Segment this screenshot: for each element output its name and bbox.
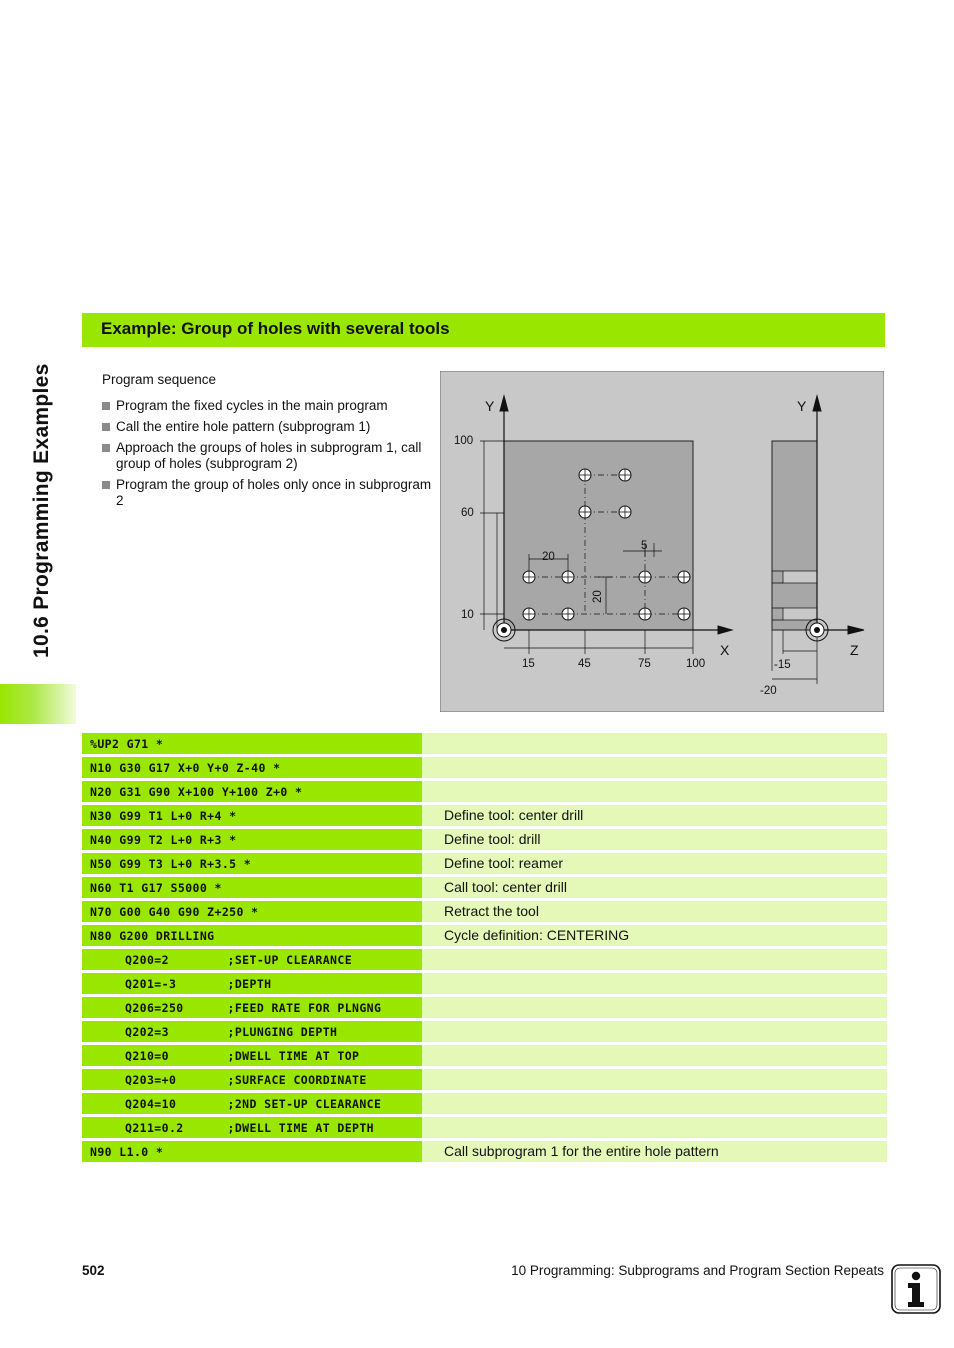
comment-text: Retract the tool	[444, 903, 539, 919]
code-cell	[82, 925, 422, 946]
dimension-label: -15	[774, 659, 791, 671]
code-text: N30 G99 T1 L+0 R+4 *	[90, 809, 237, 823]
code-cell	[82, 853, 422, 874]
code-text: N50 G99 T3 L+0 R+3.5 *	[90, 857, 252, 871]
z-axis-label: Z	[850, 642, 859, 658]
code-text: N70 G00 G40 G90 Z+250 *	[90, 905, 259, 919]
table-row	[82, 949, 887, 970]
table-row	[82, 1117, 887, 1138]
side-chapter-title	[28, 320, 68, 660]
comment-cell	[422, 1093, 887, 1114]
comment-cell	[422, 997, 887, 1018]
comment-cell	[422, 1141, 887, 1162]
y-tick-label: 10	[461, 609, 474, 621]
code-text: Q200=2 ;SET-UP CLEARANCE	[125, 953, 353, 967]
dimension-label: 20	[542, 551, 555, 563]
comment-cell	[422, 829, 887, 850]
code-cell	[82, 973, 422, 994]
comment-cell	[422, 757, 887, 778]
comment-text: Define tool: drill	[444, 831, 541, 847]
code-cell	[82, 1021, 422, 1042]
dimension-label: -20	[760, 685, 777, 697]
intro-bullet-list	[102, 398, 432, 509]
code-cell	[82, 781, 422, 802]
intro-bullet	[102, 398, 432, 414]
comment-text: Define tool: reamer	[444, 855, 564, 871]
code-cell	[82, 805, 422, 826]
comment-cell	[422, 1021, 887, 1042]
table-row	[82, 1069, 887, 1090]
table-row	[82, 1045, 887, 1066]
table-row	[82, 757, 887, 778]
comment-cell	[422, 805, 887, 826]
intro-bullet-text: Program the group of holes only once in subprogram 2	[116, 477, 432, 508]
x-axis-label: X	[720, 642, 730, 658]
nc-program-table	[82, 733, 887, 1165]
comment-cell	[422, 1045, 887, 1066]
code-cell	[82, 733, 422, 754]
code-text: N20 G31 G90 X+100 Y+100 Z+0 *	[90, 785, 303, 799]
comment-cell	[422, 949, 887, 970]
side-view-hole-slot	[783, 571, 817, 583]
comment-cell	[422, 1069, 887, 1090]
code-cell	[82, 829, 422, 850]
table-row	[82, 925, 887, 946]
comment-text: Cycle definition: CENTERING	[444, 927, 630, 943]
code-text: N40 G99 T2 L+0 R+3 *	[90, 833, 237, 847]
x-tick-label: 45	[578, 658, 591, 670]
y-axis-side-label: Y	[797, 398, 807, 414]
dimension-label: 5	[641, 540, 648, 552]
table-row	[82, 901, 887, 922]
intro-bullet	[102, 477, 432, 509]
code-cell	[82, 949, 422, 970]
page-number: 502	[82, 1263, 105, 1278]
table-row	[82, 1141, 887, 1162]
intro-bullet	[102, 440, 432, 472]
code-text: N60 T1 G17 S5000 *	[90, 881, 222, 895]
intro-bullet-text: Program the fixed cycles in the main program	[116, 398, 388, 413]
bullet-square-icon	[102, 402, 110, 410]
code-cell	[82, 1093, 422, 1114]
side-view-hole-slot	[783, 608, 817, 620]
table-row	[82, 829, 887, 850]
bullet-square-icon	[102, 481, 110, 489]
side-tab-marker	[0, 684, 76, 724]
table-row	[82, 733, 887, 754]
y-tick-label: 100	[454, 435, 474, 447]
workpiece-side-view	[772, 441, 817, 630]
code-text: N80 G200 DRILLING	[90, 929, 215, 943]
code-cell	[82, 1117, 422, 1138]
code-cell	[82, 1069, 422, 1090]
bullet-square-icon	[102, 444, 110, 452]
code-text: Q211=0.2 ;DWELL TIME AT DEPTH	[125, 1121, 375, 1135]
code-text: Q210=0 ;DWELL TIME AT TOP	[125, 1049, 360, 1063]
intro-bullet-text: Approach the groups of holes in subprogram 1, call group of holes (subprogram 2)	[116, 440, 422, 471]
y-axis-label: Y	[485, 398, 495, 414]
comment-cell	[422, 733, 887, 754]
code-text: Q203=+0 ;SURFACE COORDINATE	[125, 1073, 367, 1087]
code-cell	[82, 757, 422, 778]
hole-pattern-drawing	[440, 371, 884, 712]
table-row	[82, 853, 887, 874]
comment-text: Call tool: center drill	[444, 879, 567, 895]
code-text: Q206=250 ;FEED RATE FOR PLNGNG	[125, 1001, 382, 1015]
code-text: %UP2 G71 *	[90, 737, 164, 751]
y-tick-label: 60	[461, 507, 474, 519]
info-icon[interactable]	[891, 1264, 941, 1314]
intro-lead: Program sequence	[102, 372, 217, 387]
code-text: Q202=3 ;PLUNGING DEPTH	[125, 1025, 338, 1039]
bullet-square-icon	[102, 423, 110, 431]
comment-cell	[422, 877, 887, 898]
intro-bullet	[102, 419, 432, 435]
x-tick-label: 15	[522, 658, 535, 670]
dimension-label: 20	[592, 590, 604, 603]
comment-cell	[422, 925, 887, 946]
comment-cell	[422, 901, 887, 922]
x-tick-label: 100	[686, 658, 706, 670]
code-cell	[82, 877, 422, 898]
code-text: N90 L1.0 *	[90, 1145, 164, 1159]
section-heading-bar	[82, 313, 885, 347]
table-row	[82, 997, 887, 1018]
comment-text: Define tool: center drill	[444, 807, 584, 823]
code-cell	[82, 901, 422, 922]
table-row	[82, 877, 887, 898]
table-row	[82, 805, 887, 826]
comment-cell	[422, 1117, 887, 1138]
code-text: Q204=10 ;2ND SET-UP CLEARANCE	[125, 1097, 382, 1111]
comment-cell	[422, 781, 887, 802]
intro-text	[102, 372, 432, 514]
side-chapter-title-text: 10.6 Programming Examples	[30, 363, 53, 658]
x-tick-label: 75	[638, 658, 651, 670]
table-row	[82, 1093, 887, 1114]
table-row	[82, 781, 887, 802]
code-text: N10 G30 G17 X+0 Y+0 Z-40 *	[90, 761, 281, 775]
code-cell	[82, 1045, 422, 1066]
table-row	[82, 973, 887, 994]
comment-text: Call subprogram 1 for the entire hole pattern	[444, 1143, 719, 1159]
comment-cell	[422, 973, 887, 994]
code-cell	[82, 997, 422, 1018]
section-title: Example: Group of holes with several tools	[101, 319, 450, 338]
table-row	[82, 1021, 887, 1042]
comment-cell	[422, 853, 887, 874]
intro-bullet-text: Call the entire hole pattern (subprogram 1)	[116, 419, 371, 434]
footer-chapter-title: 10 Programming: Subprograms and Program Section Repeats	[511, 1263, 884, 1278]
code-text: Q201=-3 ;DEPTH	[125, 977, 272, 991]
code-cell	[82, 1141, 422, 1162]
